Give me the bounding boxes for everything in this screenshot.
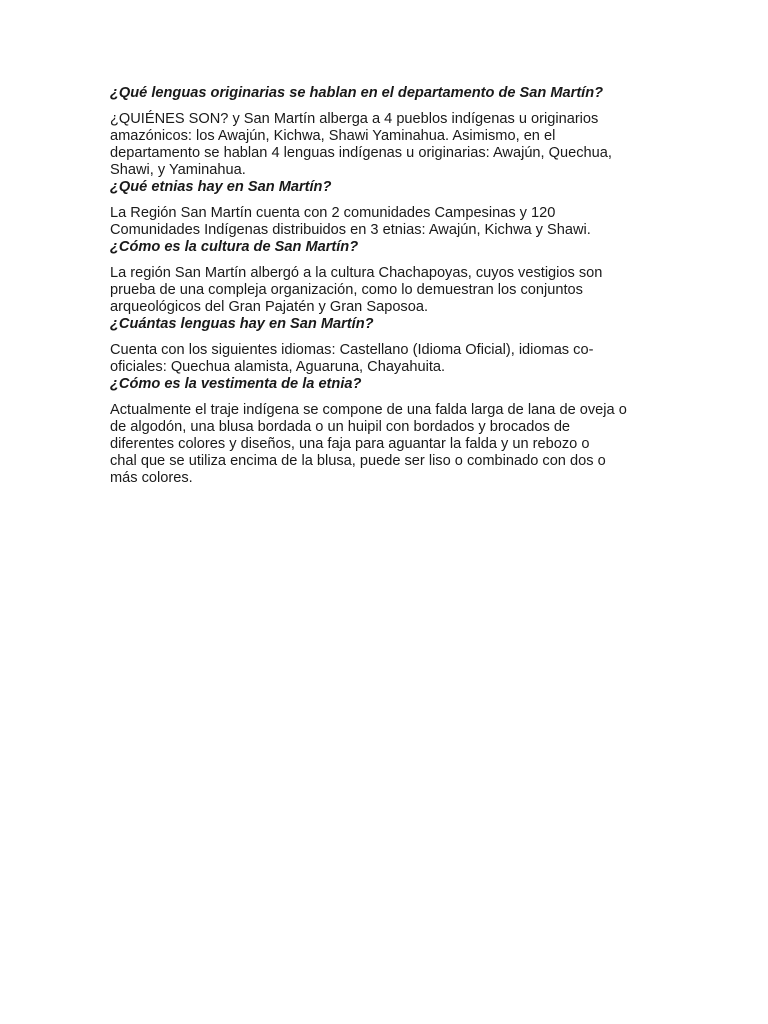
question-heading: ¿Cuántas lenguas hay en San Martín? [110,316,374,332]
answer-line: La región San Martín albergó a la cultura Chachapoyas, cuyos vestigios son [110,265,603,281]
question-heading: ¿Qué etnias hay en San Martín? [110,179,332,195]
question-heading: ¿Cómo es la cultura de San Martín? [110,239,359,255]
answer-paragraph [110,402,670,487]
answer-paragraph [110,205,670,239]
answer-line: La Región San Martín cuenta con 2 comunidades Campesinas y 120 [110,205,556,221]
answer-line: ¿QUIÉNES SON? y San Martín alberga a 4 pueblos indígenas u originarios [110,111,599,127]
answer-line: prueba de una compleja organización, como lo demuestran los conjuntos [110,282,583,298]
answer-line: amazónicos: los Awajún, Kichwa, Shawi Yaminahua. Asimismo, en el [110,128,556,144]
answer-line: diferentes colores y diseños, una faja para aguantar la falda y un rebozo o [110,436,590,452]
answer-line: Cuenta con los siguientes idiomas: Castellano (Idioma Oficial), idiomas co- [110,342,594,358]
answer-paragraph [110,111,670,179]
question-heading: ¿Cómo es la vestimenta de la etnia? [110,376,362,392]
question-heading: ¿Qué lenguas originarias se hablan en el departamento de San Martín? [110,85,604,101]
answer-line: Actualmente el traje indígena se compone de una falda larga de lana de oveja o [110,402,627,418]
document-body [110,85,670,487]
answer-line: departamento se hablan 4 lenguas indígenas u originarias: Awajún, Quechua, [110,145,612,161]
answer-line: Comunidades Indígenas distribuidos en 3 etnias: Awajún, Kichwa y Shawi. [110,222,591,238]
answer-line: oficiales: Quechua alamista, Aguaruna, Chayahuita. [110,359,446,375]
answer-line: Shawi, y Yaminahua. [110,162,246,178]
answer-line: más colores. [110,470,193,486]
answer-line: de algodón, una blusa bordada o un huipil con bordados y brocados de [110,419,571,435]
answer-paragraph [110,265,670,316]
answer-line: chal que se utiliza encima de la blusa, puede ser liso o combinado con dos o [110,453,606,469]
answer-line: arqueológicos del Gran Pajatén y Gran Saposoa. [110,299,429,315]
answer-paragraph [110,342,670,376]
